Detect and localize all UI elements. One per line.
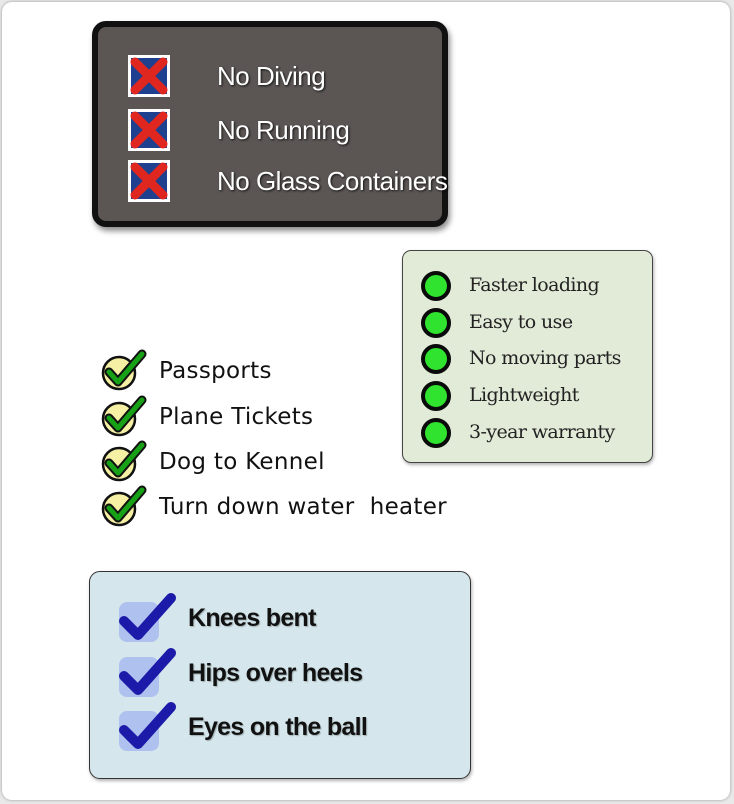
blue-checkmark-icon [117,645,179,701]
stance-label: Knees bent [188,604,316,632]
feature-item [421,308,646,340]
rule-label: No Glass Containers [217,166,448,196]
feature-label: Easy to use [469,311,573,333]
feature-label: No moving parts [469,347,621,369]
travel-label: Passports [159,358,272,384]
feature-label: Faster loading [469,274,600,296]
stance-item [117,645,457,699]
blue-checkmark-icon [117,699,179,755]
green-dot-icon [421,271,451,301]
travel-item [100,348,450,392]
red-x-icon [128,160,170,202]
travel-item [100,439,450,483]
red-x-icon [128,55,170,97]
feature-label: Lightweight [469,384,579,406]
checkmark-circle-icon [100,394,148,438]
travel-item [100,484,450,528]
feature-item [421,418,646,450]
feature-item [421,271,646,303]
travel-checklist [100,340,450,530]
checkmark-circle-icon [100,484,148,528]
canvas [2,2,730,800]
stance-label: Hips over heels [188,659,363,687]
stance-label: Eyes on the ball [188,713,368,741]
travel-item [100,394,450,438]
stance-panel [89,571,471,779]
rule-item [124,109,444,153]
travel-label: Plane Tickets [159,404,314,430]
rules-panel [92,21,448,227]
feature-item [421,344,646,376]
checkmark-circle-icon [100,439,148,483]
feature-item [421,381,646,413]
rule-item [124,55,444,99]
travel-label: Turn down water heater [159,494,447,520]
blue-checkmark-icon [117,590,179,646]
travel-label: Dog to Kennel [159,449,325,475]
green-dot-icon [421,308,451,338]
red-x-icon [128,109,170,151]
rule-label: No Running [217,115,350,145]
checkmark-circle-icon [100,348,148,392]
rule-label: No Diving [217,61,326,91]
stance-item [117,590,457,644]
feature-label: 3-year warranty [469,421,615,443]
rule-item [124,160,448,204]
stance-item [117,699,457,753]
